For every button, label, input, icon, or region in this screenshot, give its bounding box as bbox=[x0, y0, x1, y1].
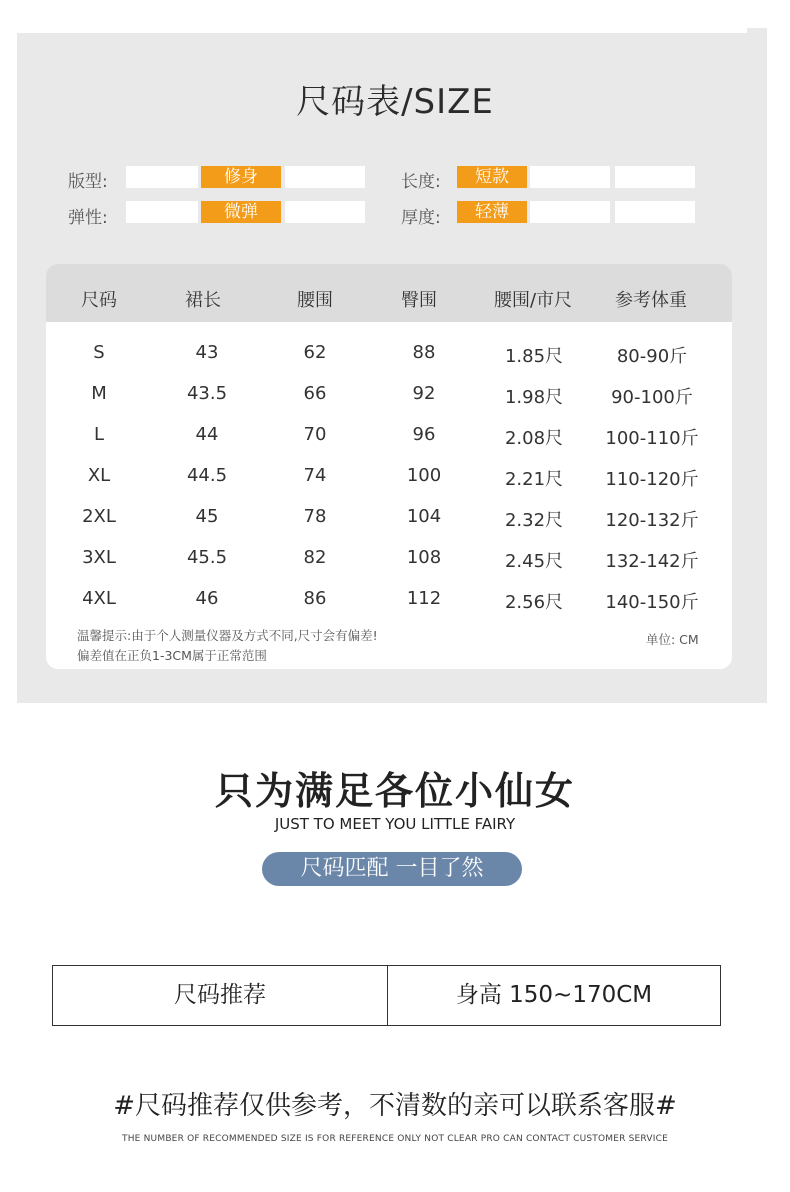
stretch-label: 弹性: bbox=[68, 208, 108, 228]
measurement-note: 温馨提示:由于个人测量仪器及方式不同,尺寸会有偏差! bbox=[77, 628, 378, 643]
footer-note: #尺码推荐仅供参考，不清数的亲可以联系客服# bbox=[113, 1091, 677, 1121]
deviation-note: 偏差值在正负1-3CM属于正常范围 bbox=[77, 648, 267, 663]
cell-waist: 66 bbox=[303, 383, 327, 404]
cell-skirt-length: 45 bbox=[195, 506, 219, 527]
cell-weight: 90-100斤 bbox=[611, 387, 693, 408]
cell-hip: 88 bbox=[412, 342, 436, 363]
cell-waist-chi: 2.32尺 bbox=[504, 510, 564, 531]
cell-size: S bbox=[93, 342, 105, 363]
cell-waist-chi: 2.45尺 bbox=[504, 551, 564, 572]
cell-skirt-length: 44 bbox=[195, 424, 219, 445]
cell-waist-chi: 2.08尺 bbox=[504, 428, 564, 449]
cell-hip: 96 bbox=[412, 424, 436, 445]
recommend-label: 尺码推荐 bbox=[174, 982, 266, 1008]
size-table-card bbox=[46, 264, 732, 669]
footer-note-en: THE NUMBER OF RECOMMENDED SIZE IS FOR REFERENCE ONLY NOT CLEAR PRO CAN CONTACT CUSTOMER SERVICE bbox=[122, 1134, 668, 1144]
cell-waist: 82 bbox=[303, 547, 327, 568]
header-waist-chi: 腰围/市尺 bbox=[493, 290, 573, 311]
slogan-heading: 只为满足各位小仙女 bbox=[214, 769, 575, 813]
fit-selected-value: 修身 bbox=[201, 166, 281, 188]
cell-hip: 104 bbox=[406, 506, 442, 527]
slogan-subtitle: JUST TO MEET YOU LITTLE FAIRY bbox=[274, 815, 516, 833]
cell-skirt-length: 44.5 bbox=[186, 465, 228, 486]
cell-size: L bbox=[93, 424, 105, 445]
thickness-label: 厚度: bbox=[401, 208, 441, 228]
stretch-option-box bbox=[126, 201, 198, 223]
cell-weight: 132-142斤 bbox=[605, 551, 699, 572]
recommend-height-value: 身高 150~170CM bbox=[455, 982, 653, 1008]
cell-waist: 86 bbox=[303, 588, 327, 609]
cell-size: 2XL bbox=[82, 506, 116, 527]
cell-weight: 80-90斤 bbox=[616, 346, 688, 367]
header-skirt-length: 裙长 bbox=[185, 290, 221, 311]
cell-hip: 112 bbox=[406, 588, 442, 609]
thickness-selected-value: 轻薄 bbox=[457, 201, 527, 223]
cell-hip: 100 bbox=[406, 465, 442, 486]
cell-skirt-length: 43 bbox=[195, 342, 219, 363]
cell-weight: 140-150斤 bbox=[605, 592, 699, 613]
header-size: 尺码 bbox=[81, 290, 117, 311]
thickness-option-box bbox=[530, 201, 610, 223]
cell-waist: 62 bbox=[303, 342, 327, 363]
cell-waist-chi: 1.98尺 bbox=[504, 387, 564, 408]
cell-weight: 100-110斤 bbox=[605, 428, 699, 449]
unit-label: 单位: CM bbox=[646, 632, 699, 647]
size-chart-title: 尺码表/SIZE bbox=[296, 82, 494, 122]
cell-size: M bbox=[91, 383, 107, 404]
cell-weight: 120-132斤 bbox=[605, 510, 699, 531]
cell-skirt-length: 43.5 bbox=[186, 383, 228, 404]
cell-size: XL bbox=[87, 465, 111, 486]
length-label: 长度: bbox=[401, 172, 441, 192]
cell-size: 3XL bbox=[82, 547, 116, 568]
cell-size: 4XL bbox=[82, 588, 116, 609]
thickness-option-box bbox=[615, 201, 695, 223]
cell-waist-chi: 2.21尺 bbox=[504, 469, 564, 490]
cell-skirt-length: 45.5 bbox=[186, 547, 228, 568]
length-option-box bbox=[530, 166, 610, 188]
top-strip bbox=[17, 28, 747, 33]
length-option-box bbox=[615, 166, 695, 188]
header-hip: 臀围 bbox=[401, 290, 437, 311]
fit-label: 版型: bbox=[68, 172, 108, 192]
length-selected-value: 短款 bbox=[457, 166, 527, 188]
size-recommend-table bbox=[52, 965, 721, 1026]
header-waist: 腰围 bbox=[297, 290, 333, 311]
fit-option-box bbox=[126, 166, 198, 188]
header-weight: 参考体重 bbox=[615, 290, 687, 311]
cell-waist-chi: 2.56尺 bbox=[504, 592, 564, 613]
size-match-badge: 尺码匹配 一目了然 bbox=[262, 852, 522, 886]
fit-option-box bbox=[285, 166, 365, 188]
cell-hip: 92 bbox=[412, 383, 436, 404]
cell-waist: 78 bbox=[303, 506, 327, 527]
cell-waist-chi: 1.85尺 bbox=[504, 346, 564, 367]
cell-waist: 74 bbox=[303, 465, 327, 486]
cell-weight: 110-120斤 bbox=[605, 469, 699, 490]
stretch-selected-value: 微弹 bbox=[201, 201, 281, 223]
cell-hip: 108 bbox=[406, 547, 442, 568]
cell-waist: 70 bbox=[303, 424, 327, 445]
stretch-option-box bbox=[285, 201, 365, 223]
cell-skirt-length: 46 bbox=[195, 588, 219, 609]
